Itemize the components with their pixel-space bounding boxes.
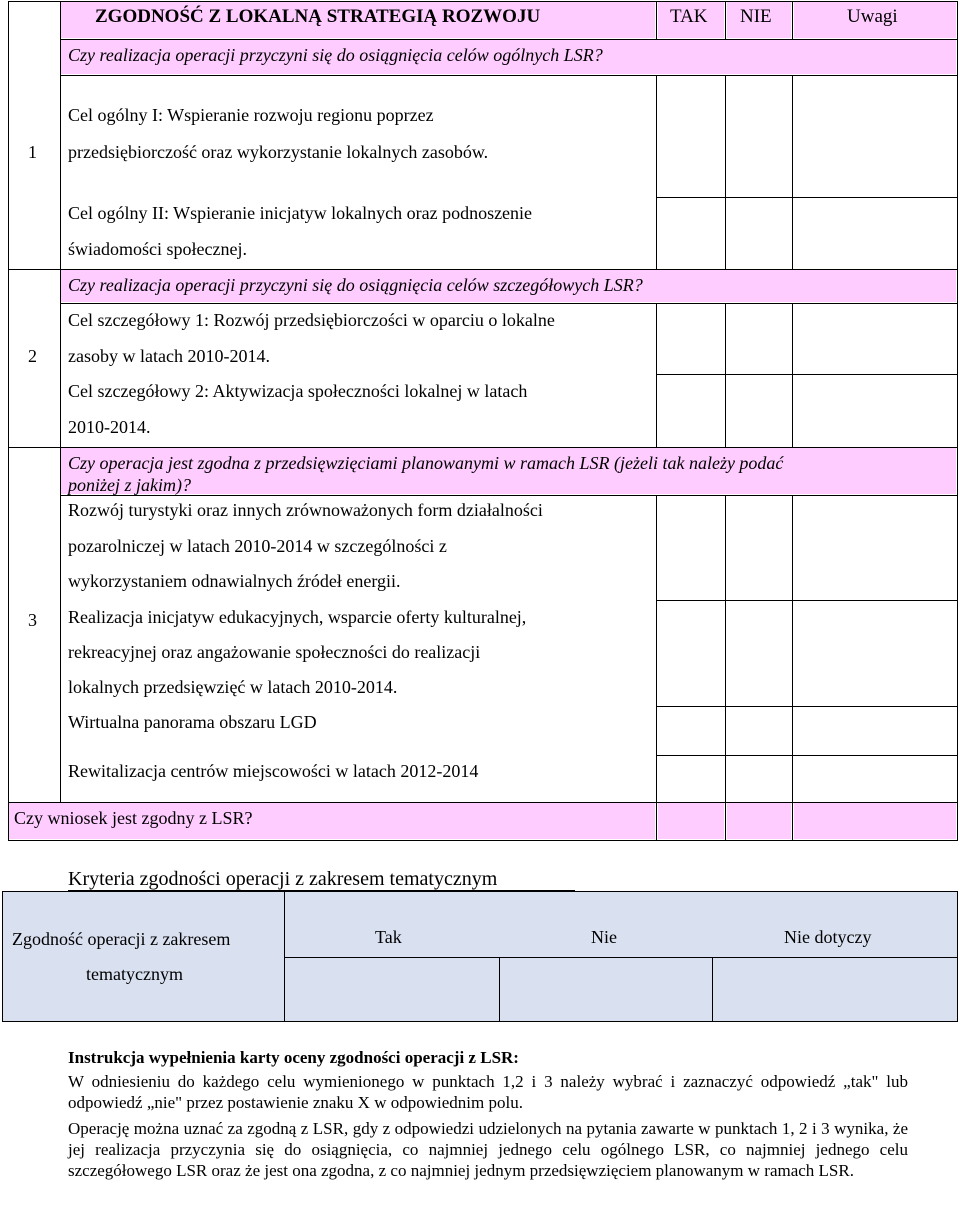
footer-nie-cell[interactable] [726,803,792,840]
table2-col-nie-dotyczy: Nie dotyczy [784,927,872,947]
section3-item1-line2: pozarolniczej w latach 2010-2014 w szczególności z [68,536,447,556]
section3-item2-nie-cell[interactable] [726,601,792,706]
section3-item4: Rewitalizacja centrów miejscowości w latach 2012-2014 [68,761,479,781]
instructions-paragraph-2: Operację można uznać za zgodną z LSR, gdy z odpowiedzi udzielonych na pytania zawarte w punktach 1, 2 i 3 wynika, że jej realizacja przyczynia się do osiągnięcia, co najmniej jednego celu ogólnego LSR, co najmniej jednego celu szczegółowego LSR oraz że jest ona zgodna, z co najmniej jednym przedsięwzięciem planowanym w ramach LSR. [68,1119,908,1180]
section3-item3: Wirtualna panorama obszaru LGD [68,712,317,732]
section2-goal1-uwagi-cell[interactable] [793,304,957,374]
section2-number: 2 [28,346,37,366]
section3-item4-nie-cell[interactable] [726,756,792,802]
section3-item1-line3: wykorzystaniem odnawialnych źródeł energii. [68,571,401,591]
table2-row-label-line1: Zgodność operacji z zakresem [12,929,231,949]
section1-goal2-tak-cell[interactable] [657,198,725,269]
section3-item3-tak-cell[interactable] [657,707,725,755]
table2-row-label-line2: tematycznym [86,964,183,984]
section3-item2-uwagi-cell[interactable] [793,601,957,706]
section2-goal2-tak-cell[interactable] [657,375,725,447]
section3-item3-uwagi-cell[interactable] [793,707,957,755]
section3-question-line1: Czy operacja jest zgodna z przedsięwzięciami planowanymi w ramach LSR (jeżeli tak należy podać [68,453,784,473]
section3-question-line2: poniżej z jakim)? [68,475,191,495]
section2-goal2-nie-cell[interactable] [726,375,792,447]
table2-col-nie: Nie [591,927,617,947]
section1-goal2-line1: Cel ogólny II: Wspieranie inicjatyw lokalnych oraz podnoszenie [68,203,533,223]
header-uwagi: Uwagi [847,6,898,27]
section3-item2-tak-cell[interactable] [657,601,725,706]
section1-goal1-nie-cell[interactable] [726,76,792,197]
section3-item4-tak-cell[interactable] [657,756,725,802]
section1-number: 1 [28,142,37,162]
section2-question: Czy realizacja operacji przyczyni się do osiągnięcia celów szczegółowych LSR? [68,275,643,295]
section3-item1-nie-cell[interactable] [726,496,792,600]
section1-goal2-line2: świadomości społecznej. [68,239,247,259]
instructions-paragraph-1: W odniesieniu do każdego celu wymienionego w punktach 1,2 i 3 należy wybrać i zaznaczyć odpowiedź „tak" lub odpowiedź „nie" przez postawienie znaku X w odpowiednim polu. [68,1072,908,1112]
footer-tak-cell[interactable] [657,803,725,840]
section3-item3-nie-cell[interactable] [726,707,792,755]
section1-goal1-uwagi-cell[interactable] [793,76,957,197]
header-nie: NIE [740,6,772,27]
section1-goal2-nie-cell[interactable] [726,198,792,269]
section3-item1-uwagi-cell[interactable] [793,496,957,600]
table2-nie-cell[interactable] [500,958,712,1021]
header-title: ZGODNOŚĆ Z LOKALNĄ STRATEGIĄ ROZWOJU [95,6,541,27]
section1-goal1-line1: Cel ogólny I: Wspieranie rozwoju regionu poprzez [68,105,434,125]
section2-goal2-line2: 2010-2014. [68,417,151,437]
footer-uwagi-cell[interactable] [793,803,957,840]
section3-number: 3 [28,610,37,630]
section1-question: Czy realizacja operacji przyczyni się do osiągnięcia celów ogólnych LSR? [68,45,603,65]
table2-col-tak: Tak [375,927,402,947]
section3-item2-line2: rekreacyjnej oraz angażowanie społeczności do realizacji [68,642,481,662]
instructions-heading: Instrukcja wypełnienia karty oceny zgodności operacji z LSR: [68,1048,519,1067]
section2-goal2-uwagi-cell[interactable] [793,375,957,447]
section1-goal1-tak-cell[interactable] [657,76,725,197]
section2-goal1-nie-cell[interactable] [726,304,792,374]
table2-tak-cell[interactable] [285,958,499,1021]
section2-goal1-tak-cell[interactable] [657,304,725,374]
header-tak: TAK [670,6,708,27]
section3-item2-line3: lokalnych przedsięwzięć w latach 2010-2014. [68,677,398,697]
section1-goal2-uwagi-cell[interactable] [793,198,957,269]
section3-item1-tak-cell[interactable] [657,496,725,600]
section3-item4-uwagi-cell[interactable] [793,756,957,802]
section2-goal2-line1: Cel szczegółowy 2: Aktywizacja społeczności lokalnej w latach [68,381,528,401]
table2-title: Kryteria zgodności operacji z zakresem tematycznym [68,868,498,890]
section1-goal1-line2: przedsiębiorczość oraz wykorzystanie lokalnych zasobów. [68,142,489,162]
section3-item2-line1: Realizacja inicjatyw edukacyjnych, wsparcie oferty kulturalnej, [68,607,527,627]
table2-nie-dotyczy-cell[interactable] [713,958,957,1021]
section2-goal1-line1: Cel szczegółowy 1: Rozwój przedsiębiorczości w oparciu o lokalne [68,310,555,330]
footer-question: Czy wniosek jest zgodny z LSR? [14,808,253,828]
section2-goal1-line2: zasoby w latach 2010-2014. [68,346,270,366]
section3-item1-line1: Rozwój turystyki oraz innych zrównoważonych form działalności [68,500,543,520]
